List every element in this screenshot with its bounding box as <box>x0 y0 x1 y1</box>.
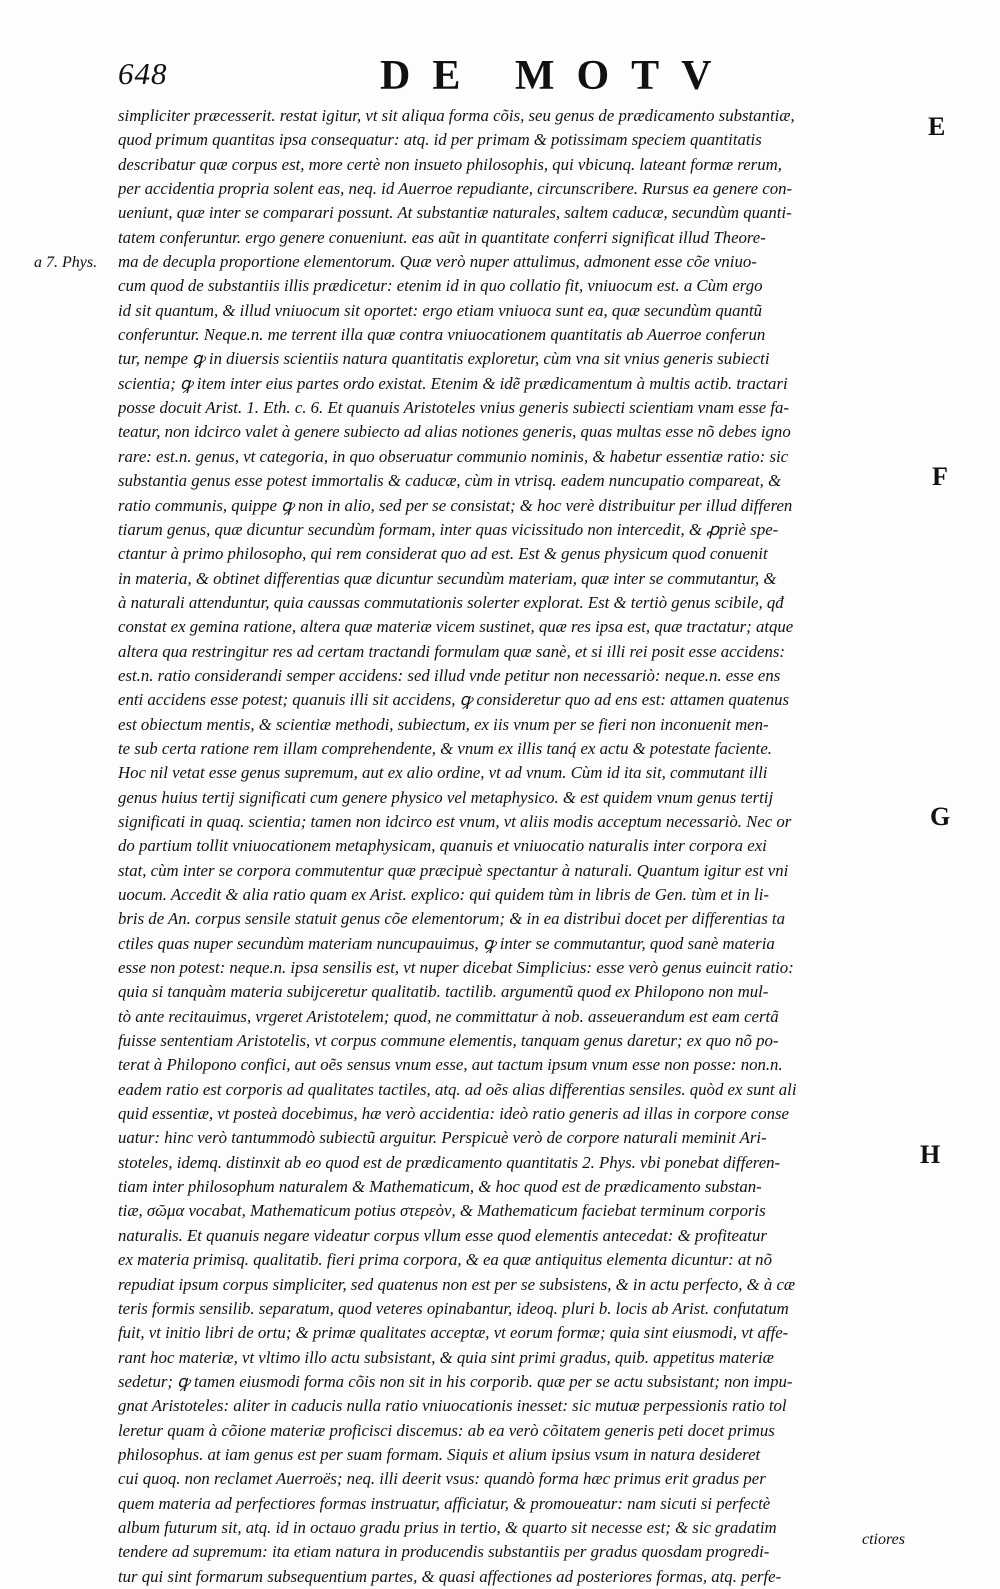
text-line: ratio communis, quippe ꝙ non in alio, sed per se consistat; & hoc verè distribuitur per illud differen <box>118 495 793 515</box>
text-line: tur, nempe ꝙ in diuersis scientiis natura quantitatis exploretur, cùm vna sit vnius generis subiecti <box>118 349 770 369</box>
text-line: tur qui sint formarum subsequentium partes, & quasi affectiones ad posteriores formas, atq. perfe- <box>118 1566 782 1586</box>
text-line: in materia, & obtinet differentias quæ dicuntur secundùm materiam, quæ inter se commutantur, & <box>118 568 777 588</box>
text-line: ex materia primisq. qualitatib. fieri prima corpora, & ea quæ antiquitus elementa dicuntur: at nõ <box>118 1250 772 1270</box>
text-line: tò ante recitauimus, vrgeret Aristotelem; quod, ne committatur à nob. asseuerandum est eam certã <box>118 1006 779 1026</box>
running-head: DE MOTV <box>380 53 734 99</box>
text-line: fuisse sententiam Aristotelis, vt corpus commune elementis, tanquam genus daretur; ex quo nõ po- <box>118 1031 779 1051</box>
text-line: repudiat ipsum corpus simpliciter, sed quatenus non est per se subsistens, & in actu perfecto, & à cæ <box>118 1274 796 1294</box>
text-line: tatem conferuntur. ergo genere conueniunt. eas aũt in quantitate conferri significat illud Theore- <box>118 227 766 247</box>
text-line: rare: est.n. genus, vt categoria, in quo obseruatur communio nominis, & habetur essentiæ ratio: sic <box>118 446 789 466</box>
text-line: describatur quæ corpus est, more certè non insueto philosophis, qui vbicunq. lateant formæ rerum, <box>118 154 782 174</box>
text-line: est obiectum mentis, & scientiæ methodi, subiectum, ex iis vnum per se fieri non inconuenit men- <box>118 714 769 734</box>
text-line: tiarum genus, quæ dicuntur secundùm formam, inter quas vicissitudo non intercedit, & ꝓpriè spe- <box>118 519 779 539</box>
text-line: te sub certa ratione rem illam comprehendente, & vnum ex illis tanq́ ex actu & potestate faciente. <box>118 738 772 758</box>
text-line: per accidentia propria solent eas, neq. id Auerroe repudiante, circunscribere. Rursus ea genere con- <box>118 179 793 199</box>
text-line: gnat Aristoteles: aliter in caducis nulla ratio vniuocationis inesset: sic mutuæ perpessionis ratio tol <box>118 1396 787 1416</box>
margin-citation: a 7. Phys. <box>34 254 98 271</box>
text-line: uocum. Accedit & alia ratio quam ex Arist. explico: qui quidem tùm in libris de Gen. tùm et in li- <box>118 885 769 904</box>
text-line: terat à Philopono confici, aut oẽs sensus vnum esse, aut tactum ipsum vnum esse non posse: non.n. <box>118 1055 783 1075</box>
text-line: naturalis. Et quanuis negare videatur corpus vllum esse quod elementis antecedat: & profiteatur <box>118 1225 767 1245</box>
text-line: est.n. ratio considerandi semper accidens: sed illud vnde petitur non necessariò: neque.n. esse ens <box>118 665 781 685</box>
text-line: scientia; ꝙ item inter eius partes ordo existat. Etenim & idẽ prædicamentum à multis actib. tractari <box>118 373 788 393</box>
text-line: cui quoq. non reclamet Auerroës; neq. illi deerit vsus: quandò forma hæc primus erit gradus per <box>118 1469 766 1489</box>
text-line: ma de decupla proportione elementorum. Quæ verò nuper attulimus, admonent esse cõe vniuo- <box>118 252 757 272</box>
page-number: 648 <box>118 56 168 91</box>
text-line: teatur, non idcirco valet à genere subiecto ad alias notiones generis, quas multas esse nõ debes igno <box>118 422 791 442</box>
text-line: philosophus. at iam genus est per suam formam. Siquis et alium ipsius vsum in natura desideret <box>118 1444 761 1464</box>
section-marker-f: F <box>932 462 948 491</box>
text-line: genus huius tertij significati cum genere physico vel metaphysico. & est quidem vnum genus tertij <box>118 787 774 807</box>
text-line: tiæ, σῶμα vocabat, Mathematicum potius στερεὸν, & Mathematicum faciebat terminum corporis <box>118 1201 766 1221</box>
text-line: rant hoc materiæ, vt vltimo illo actu subsistant, & quia sint primi gradus, quib. appetitus materiæ <box>118 1347 774 1367</box>
text-line: tiam inter philosophum naturalem & Mathematicum, & hoc quod est de prædicamento substan- <box>118 1177 762 1197</box>
section-marker-h: H <box>920 1140 941 1169</box>
text-line: esse non potest: neque.n. ipsa sensilis est, vt nuper dicebat Simplicius: esse verò genus euincit ratio: <box>118 958 794 978</box>
text-line: eadem ratio est corporis ad qualitates tactiles, atq. ad oẽs alias differentias sensiles. quòd ex sunt ali <box>118 1079 797 1099</box>
text-line: enti accidens esse potest; quanuis illi sit accidens, ꝙ consideretur quo ad ens est: attamen quatenus <box>118 690 790 710</box>
text-line: simpliciter præcesserit. restat igitur, vt sit aliqua forma cõis, seu genus de prædicamento substantiæ, <box>118 106 795 125</box>
text-line: ctiles quas nuper secundùm materiam nuncupauimus, ꝙ inter se commutantur, quod sanè materia <box>118 933 775 953</box>
text-line: bris de An. corpus sensile statuit genus cõe elementorum; & in ea distribui docet per differentias ta <box>118 909 785 929</box>
text-line: do partium tollit vniuocationem metaphysicam, quanuis et vniuocatio naturalis inter corpora exi <box>118 836 767 856</box>
text-line: quem materia ad perfectiores formas instruatur, afficiatur, & promoueatur: nam sicuti si perfectè <box>118 1493 771 1513</box>
section-marker-g: G <box>930 802 951 831</box>
text-line: constat ex gemina ratione, altera quæ materiæ vicem sustinet, quæ res ipsa est, quæ tractatur; atque <box>118 617 794 637</box>
text-line: posse docuit Arist. 1. Eth. c. 6. Et quanuis Aristoteles vnius generis subiecti scientiam vnam esse fa- <box>118 398 790 418</box>
text-line: quia si tanquàm materia subijceretur qualitatib. tactilib. argumentũ quod ex Philopono non mul- <box>118 982 769 1002</box>
section-marker-e: E <box>928 112 946 141</box>
text-line: à naturali attenduntur, quia caussas commutationis solerter explorat. Est & tertiò genus scibile, qđ <box>118 592 784 612</box>
text-line: album futurum sit, atq. id in octauo gradu prius in tertio, & quarto sit necesse est; & sic gradatim <box>118 1517 777 1537</box>
text-line: altera qua restringitur res ad certam tractandi formulam quæ sanè, et si illi rei posit esse accidens: <box>118 641 786 661</box>
text-line: leretur quam à cõione materiæ proficisci discemus: ab ea verò cõitatem generis peti docet primus <box>118 1420 775 1440</box>
body-text <box>118 104 918 1589</box>
text-line: ueniunt, quæ inter se comparari possunt. At substantiæ naturales, saltem caducæ, secundùm quanti- <box>118 203 792 223</box>
text-line: ctantur à primo philosopho, qui rem considerat quo ad est. Est & genus physicum quod conuenit <box>118 544 768 564</box>
text-line: stoteles, idemq. distinxit ab eo quod est de prædicamento quantitatis 2. Phys. vbi ponebat differen- <box>118 1152 781 1172</box>
text-line: significati in quaq. scientia; tamen non idcirco est vnum, vt aliis modis acceptum necessariò. Nec or <box>118 811 792 831</box>
catchword: ctiores <box>862 1531 905 1548</box>
text-line: quod primum quantitas ipsa consequatur: atq. id per primam & potissimam speciem quantitatis <box>118 130 762 150</box>
text-line: tendere ad supremum: ita etiam natura in producendis substantiis per gradus quosdam progredi- <box>118 1542 770 1562</box>
text-line: quid essentiæ, vt posteà docebimus, hæ verò accidentia: ideò ratio generis ad illas in corpore conse <box>118 1104 789 1124</box>
text-line: cum quod de substantiis illis prædicetur: etenim id in quo collatio fit, vniuocum est. a Cùm ergo <box>118 276 763 296</box>
text-line: substantia genus esse potest immortalis & caducæ, cùm in vtrisq. eadem nuncupatio compareat, & <box>118 471 782 491</box>
text-line: id sit quantum, & illud vniuocum sit oportet: ergo etiam vniuoca sunt ea, quæ secundùm quantũ <box>118 300 762 320</box>
text-line: fuit, vt initio libri de ortu; & primæ qualitates acceptæ, vt eorum formæ; quia sint eiusmodi, vt affe- <box>118 1323 789 1343</box>
text-line: Hoc nil vetat esse genus supremum, aut ex alio ordine, vt ad vnum. Cùm id ita sit, commutant illi <box>118 763 768 783</box>
text-line: teris formis sensilib. separatum, quod veteres opinabantur, ideoq. pluri b. locis ab Arist. confutatum <box>118 1298 789 1318</box>
text-line: uatur: hinc verò tantummodò subiectũ arguitur. Perspicuè verò de corpore naturali meminit Ari- <box>118 1128 767 1148</box>
text-line: sedetur; ꝙ tamen eiusmodi forma cõis non sit in his corporib. quæ per se actu subsistant; non impu- <box>118 1371 793 1391</box>
text-line: stat, cùm inter se corpora commutentur quæ præcipuè spectantur à naturali. Quantum igitur est vni <box>118 860 789 880</box>
text-line: conferuntur. Neque.n. me terrent illa quæ contra vniuocationem quantitatis ab Auerroe conferun <box>118 325 766 345</box>
